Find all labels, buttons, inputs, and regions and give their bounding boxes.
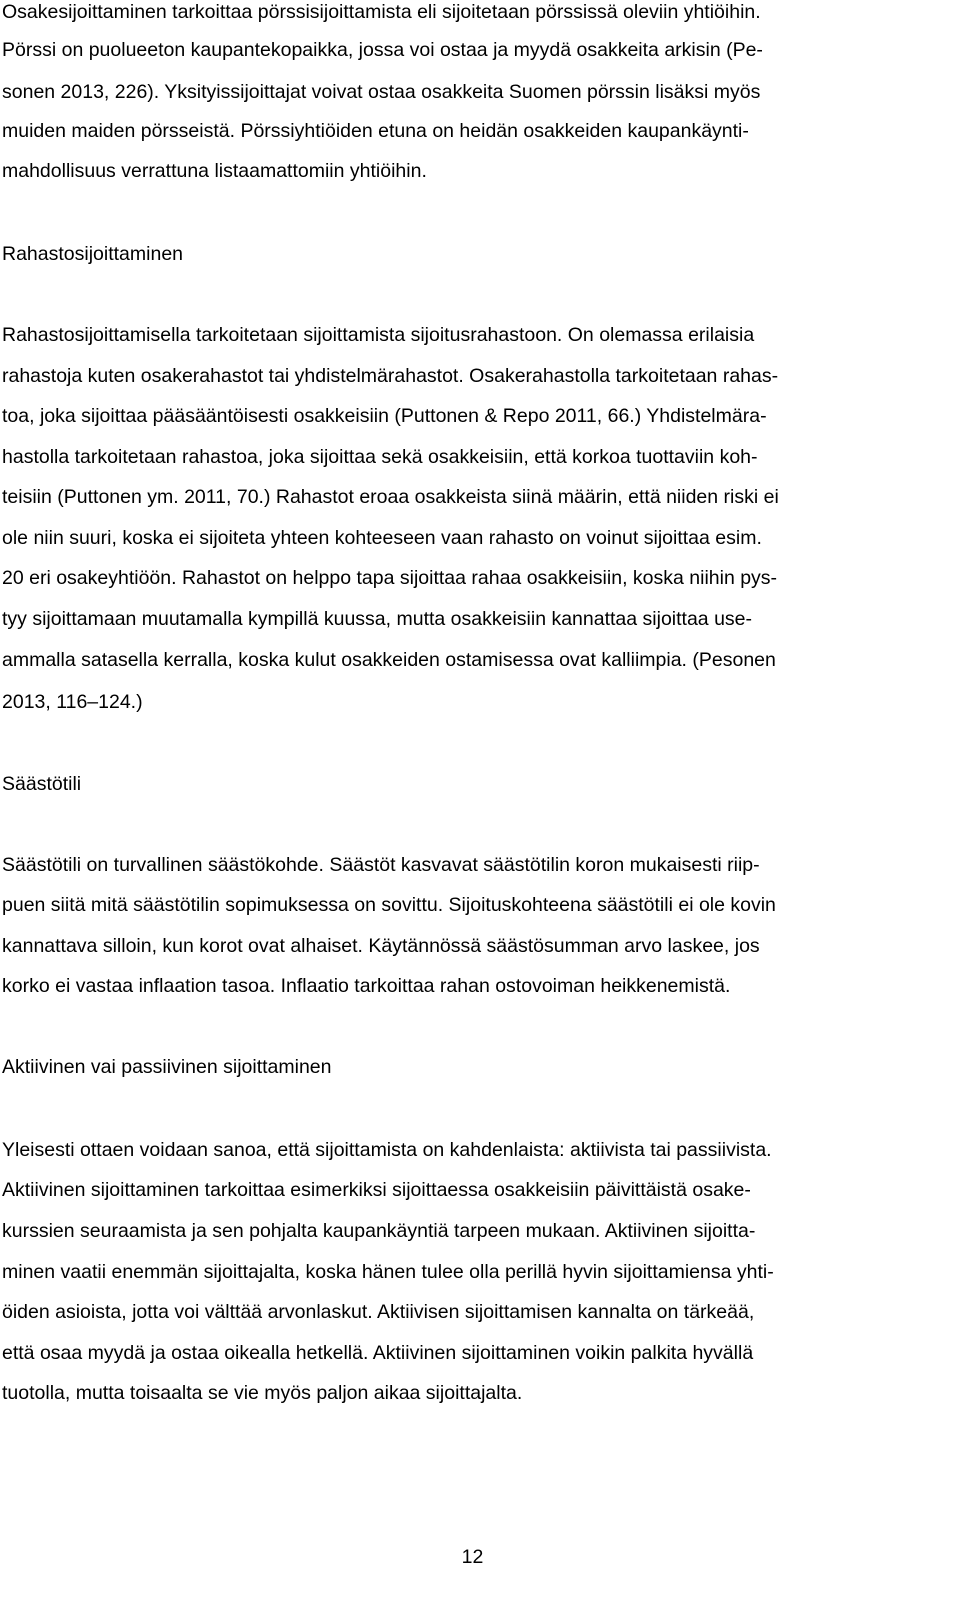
paragraph-line: rahastoja kuten osakerahastot tai yhdistelmärahastot. Osakerahastolla tarkoitetaan rahas- <box>2 365 779 387</box>
paragraph-line: teisiin (Puttonen ym. 2011, 70.) Rahastot eroaa osakkeista siinä määrin, että niiden riski ei <box>2 486 779 508</box>
paragraph-line: ammalla satasella kerralla, koska kulut osakkeiden ostamisessa ovat kalliimpia. (Pesonen <box>2 649 776 671</box>
paragraph-line: korko ei vastaa inflaation tasoa. Inflaatio tarkoittaa rahan ostovoiman heikkenemistä. <box>2 975 731 997</box>
paragraph-line: tyy sijoittamaan muutamalla kympillä kuussa, mutta osakkeisiin kannattaa sijoittaa use- <box>2 608 753 630</box>
paragraph-line: minen vaatii enemmän sijoittajalta, koska hänen tulee olla perillä hyvin sijoittamiensa yhti- <box>2 1261 774 1283</box>
paragraph-line: kannattava silloin, kun korot ovat alhaiset. Käytännössä säästösumman arvo laskee, jos <box>2 935 760 957</box>
paragraph-line: että osaa myydä ja ostaa oikealla hetkellä. Aktiivinen sijoittaminen voikin palkita hyvällä <box>2 1342 754 1364</box>
paragraph-line: puen siitä mitä säästötilin sopimuksessa on sovittu. Sijoituskohteena säästötili ei ole kovin <box>2 894 776 916</box>
section-heading-aktiivinen-vai-passiivinen: Aktiivinen vai passiivinen sijoittaminen <box>2 1056 332 1078</box>
paragraph-line: Pörssi on puolueeton kaupantekopaikka, jossa voi ostaa ja myydä osakkeita arkisin (Pe- <box>2 39 763 61</box>
paragraph-line: ole niin suuri, koska ei sijoiteta yhteen kohteeseen vaan rahasto on voinut sijoittaa esim. <box>2 527 762 549</box>
paragraph-line: tuotolla, mutta toisaalta se vie myös paljon aikaa sijoittajalta. <box>2 1382 523 1404</box>
paragraph-line: Säästötili on turvallinen säästökohde. Säästöt kasvavat säästötilin koron mukaisesti riip- <box>2 854 760 876</box>
paragraph-line: toa, joka sijoittaa pääsääntöisesti osakkeisiin (Puttonen & Repo 2011, 66.) Yhdistelmära- <box>2 405 767 427</box>
paragraph-line: hastolla tarkoitetaan rahastoa, joka sijoittaa sekä osakkeisiin, että korkoa tuottaviin koh- <box>2 446 758 468</box>
paragraph-line: 2013, 116–124.) <box>2 691 143 713</box>
paragraph-line: öiden asioista, jotta voi välttää arvonlaskut. Aktiivisen sijoittamisen kannalta on tärkeää, <box>2 1301 755 1323</box>
paragraph-line: kurssien seuraamista ja sen pohjalta kaupankäyntiä tarpeen mukaan. Aktiivinen sijoitta- <box>2 1220 756 1242</box>
paragraph-line: 20 eri osakeyhtiöön. Rahastot on helppo tapa sijoittaa rahaa osakkeisiin, koska niihin pys- <box>2 567 778 589</box>
section-heading-rahastosijoittaminen: Rahastosijoittaminen <box>2 243 184 265</box>
paragraph-line: muiden maiden pörsseistä. Pörssiyhtiöiden etuna on heidän osakkeiden kaupankäynti- <box>2 120 749 142</box>
paragraph-line: Aktiivinen sijoittaminen tarkoittaa esimerkiksi sijoittaessa osakkeisiin päivittäistä osake- <box>2 1179 751 1201</box>
paragraph-line: Yleisesti ottaen voidaan sanoa, että sijoittamista on kahdenlaista: aktiivista tai passiivista. <box>2 1139 772 1161</box>
paragraph-line: Osakesijoittaminen tarkoittaa pörssisijoittamista eli sijoitetaan pörssissä oleviin yhtiöihin. <box>2 1 761 23</box>
section-heading-saastotili: Säästötili <box>2 773 82 795</box>
paragraph-line: sonen 2013, 226). Yksityissijoittajat voivat ostaa osakkeita Suomen pörssin lisäksi myös <box>2 81 761 103</box>
paragraph-line: mahdollisuus verrattuna listaamattomiin yhtiöihin. <box>2 160 427 182</box>
paragraph-line: Rahastosijoittamisella tarkoitetaan sijoittamista sijoitusrahastoon. On olemassa erilaisia <box>2 324 755 346</box>
page-number: 12 <box>461 1546 484 1568</box>
